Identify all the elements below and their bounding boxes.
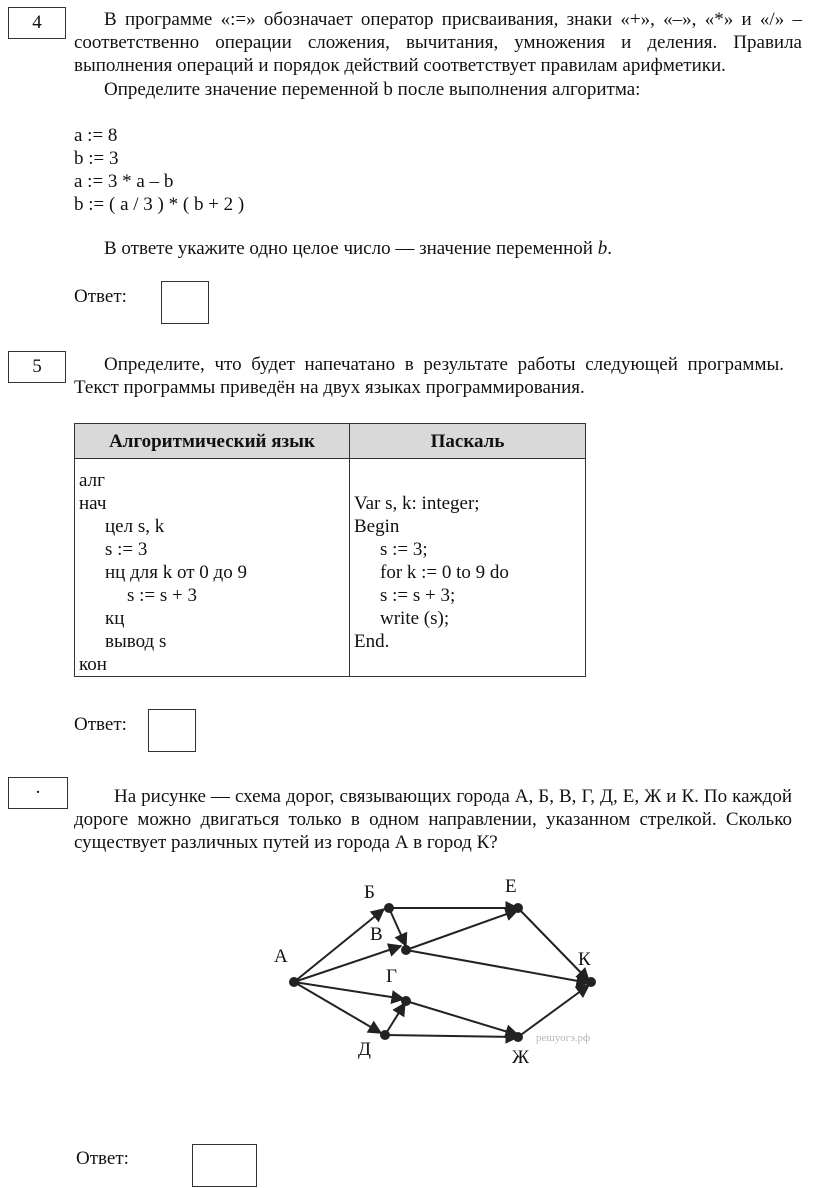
task-number-box bbox=[8, 7, 66, 39]
city-node-a bbox=[289, 977, 299, 987]
code-line: алг bbox=[79, 470, 105, 491]
node-label: Д bbox=[358, 1039, 371, 1060]
node-label: Ж bbox=[512, 1047, 530, 1068]
answer-label: Ответ: bbox=[74, 286, 127, 307]
city-node-e bbox=[513, 903, 523, 913]
program-table bbox=[74, 423, 586, 677]
answer-input-box[interactable] bbox=[161, 281, 209, 324]
code-line: s := s + 3 bbox=[127, 585, 197, 606]
column-header-algorithmic: Алгоритмический язык bbox=[75, 424, 350, 459]
code-line: End. bbox=[354, 631, 390, 652]
pascal-code-cell bbox=[350, 459, 586, 677]
task-number: 4 bbox=[32, 12, 42, 33]
answer-instruction: В ответе укажите одно целое число — значение переменной b. bbox=[104, 238, 612, 259]
city-node-v bbox=[401, 945, 411, 955]
code-line: s := s + 3; bbox=[380, 585, 456, 606]
road-edge bbox=[518, 908, 589, 981]
road-edge bbox=[406, 1001, 518, 1035]
answer-input-box[interactable] bbox=[148, 709, 196, 752]
code-line: кон bbox=[79, 654, 107, 675]
task-question: Определите значение переменной b после выполнения алгоритма: bbox=[104, 79, 641, 100]
node-label: Г bbox=[386, 966, 397, 987]
task-statement: Определите, что будет напечатано в результате работы следующей программы. Текст программы приведён на двух языках программирования. bbox=[74, 354, 784, 398]
code-line: for k := 0 to 9 do bbox=[380, 562, 509, 583]
answer-input-box[interactable] bbox=[192, 1144, 257, 1187]
code-line: s := 3; bbox=[380, 539, 428, 560]
road-edge bbox=[406, 950, 589, 983]
road-edges bbox=[294, 908, 589, 1037]
code-line: кц bbox=[105, 608, 125, 629]
task-statement: На рисунке — схема дорог, связывающих города А, Б, В, Г, Д, Е, Ж и К. По каждой дороге можно двигаться только в одном направлении, указанном стрелкой. Сколько существует различных путей из города А в город К? bbox=[74, 786, 792, 853]
road-edge bbox=[385, 1035, 518, 1037]
road-diagram bbox=[260, 870, 620, 1075]
code-line: цел s, k bbox=[105, 516, 165, 537]
algorithmic-code-cell bbox=[75, 459, 350, 677]
city-nodes bbox=[289, 903, 596, 1042]
code-line: write (s); bbox=[380, 608, 450, 629]
code-line: Var s, k: integer; bbox=[354, 493, 480, 514]
code-line: a := 3 * a – b bbox=[74, 171, 174, 192]
code-line: нц для k от 0 до 9 bbox=[105, 562, 247, 583]
road-edge bbox=[385, 1003, 405, 1035]
road-edge bbox=[294, 946, 401, 982]
task-number: · bbox=[34, 782, 42, 803]
node-label: К bbox=[578, 949, 591, 970]
code-line: нач bbox=[79, 493, 107, 514]
code-line: s := 3 bbox=[105, 539, 148, 560]
road-edge bbox=[406, 910, 518, 950]
node-label: Б bbox=[364, 882, 375, 903]
code-line bbox=[350, 469, 585, 492]
task-number-box bbox=[8, 777, 68, 809]
code-line: вывод s bbox=[105, 631, 167, 652]
road-edge bbox=[294, 909, 384, 982]
city-node-g bbox=[401, 996, 411, 1006]
code-line: b := 3 bbox=[74, 148, 119, 169]
task-number-box bbox=[8, 351, 66, 383]
answer-label: Ответ: bbox=[74, 714, 127, 735]
task-statement: В программе «:=» обозначает оператор присваивания, знаки «+», «–», «*» и «/» – соответственно операции сложения, вычитания, умножения и деления. Правила выполнения операций и порядок действий соответствует правилам арифметики. bbox=[74, 9, 802, 76]
watermark: решуогэ.рф bbox=[536, 1032, 591, 1044]
column-header-pascal: Паскаль bbox=[350, 424, 586, 459]
road-edge bbox=[518, 985, 589, 1037]
code-line: Begin bbox=[354, 516, 400, 537]
node-label: Е bbox=[505, 876, 517, 897]
node-label: В bbox=[370, 924, 383, 945]
task-number: 5 bbox=[32, 356, 42, 377]
city-node-zh bbox=[513, 1032, 523, 1042]
code-line: a := 8 bbox=[74, 125, 118, 146]
answer-label: Ответ: bbox=[76, 1148, 129, 1169]
city-node-d bbox=[380, 1030, 390, 1040]
city-node-k bbox=[586, 977, 596, 987]
code-line: b := ( a / 3 ) * ( b + 2 ) bbox=[74, 194, 245, 215]
road-edge bbox=[389, 908, 406, 946]
city-node-b bbox=[384, 903, 394, 913]
node-label: А bbox=[274, 946, 288, 967]
